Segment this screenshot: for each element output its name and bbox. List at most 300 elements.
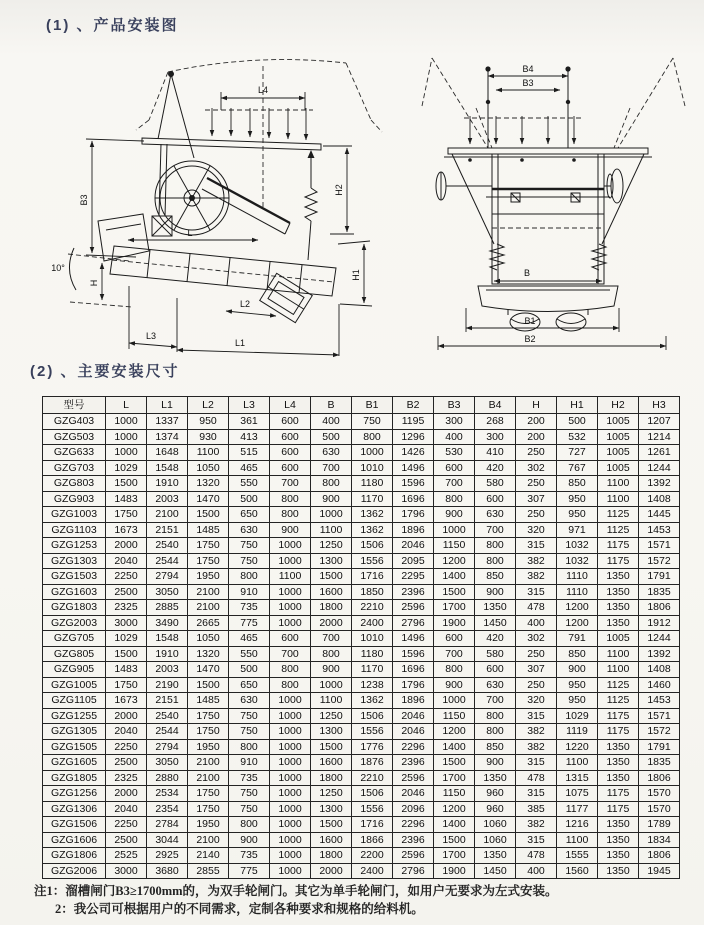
model-cell: GZG503 — [43, 429, 106, 445]
table-row — [43, 817, 680, 833]
dim-label-l4: L4 — [257, 85, 269, 95]
dimension-cell: 735 — [229, 770, 270, 786]
col-header-model: 型号 — [43, 397, 106, 414]
dimension-cell: 1244 — [639, 631, 680, 647]
dimension-cell: 1453 — [639, 522, 680, 538]
dimension-cell: 1350 — [598, 600, 639, 616]
dimension-cell: 950 — [557, 693, 598, 709]
dimension-cell: 1750 — [106, 677, 147, 693]
dimension-cell: 1300 — [311, 801, 352, 817]
dimension-cell: 1791 — [639, 739, 680, 755]
dimension-cell: 530 — [434, 445, 475, 461]
dimension-cell: 1673 — [106, 522, 147, 538]
dimension-cell: 1750 — [188, 724, 229, 740]
col-header-H: H — [516, 397, 557, 414]
dimension-cell: 1506 — [352, 786, 393, 802]
dimension-cell: 800 — [229, 817, 270, 833]
dimension-cell: 1337 — [147, 414, 188, 430]
dimension-cell: 800 — [475, 538, 516, 554]
dimension-cell: 580 — [475, 646, 516, 662]
dimension-cell: 1500 — [188, 677, 229, 693]
dimension-cell: 1110 — [557, 584, 598, 600]
dimension-cell: 1100 — [598, 491, 639, 507]
dimension-cell: 630 — [229, 693, 270, 709]
dimension-cell: 750 — [352, 414, 393, 430]
dimension-cell: 1835 — [639, 584, 680, 600]
dimension-cell: 302 — [516, 631, 557, 647]
dimension-cell: 1600 — [311, 755, 352, 771]
dimension-cell: 1900 — [434, 615, 475, 631]
dimension-cell: 1450 — [475, 863, 516, 879]
dimension-cell: 1500 — [311, 739, 352, 755]
dimension-cell: 800 — [434, 662, 475, 678]
dimension-cell: 900 — [475, 755, 516, 771]
dimension-cell: 1250 — [311, 786, 352, 802]
dimension-cell: 1350 — [475, 600, 516, 616]
dimension-cell: 950 — [557, 507, 598, 523]
table-row — [43, 646, 680, 662]
col-header-L3: L3 — [229, 397, 270, 414]
dimension-cell: 1000 — [270, 848, 311, 864]
dimension-cell: 2210 — [352, 600, 393, 616]
table-row — [43, 662, 680, 678]
front-view-diagram — [420, 56, 688, 361]
model-cell: GZG1806 — [43, 848, 106, 864]
dimension-cell: 800 — [352, 429, 393, 445]
dimension-cell: 1350 — [475, 848, 516, 864]
dimension-cell: 1350 — [598, 739, 639, 755]
dimension-cell: 1000 — [270, 770, 311, 786]
dimension-cell: 500 — [229, 662, 270, 678]
dimension-cell: 800 — [270, 677, 311, 693]
dimension-cell: 630 — [475, 677, 516, 693]
model-cell: GZG403 — [43, 414, 106, 430]
dimension-cell: 700 — [475, 522, 516, 538]
dimension-cell: 2095 — [393, 553, 434, 569]
dimension-cell: 2596 — [393, 600, 434, 616]
dimension-cell: 1000 — [106, 414, 147, 430]
dimension-cell: 2100 — [188, 600, 229, 616]
model-cell: GZG1603 — [43, 584, 106, 600]
footnote-2-label: 2： — [55, 901, 74, 916]
dimension-cell: 250 — [516, 445, 557, 461]
dimension-cell: 2500 — [106, 832, 147, 848]
dimension-cell: 1100 — [557, 755, 598, 771]
table-row — [43, 724, 680, 740]
dimension-cell: 1570 — [639, 801, 680, 817]
table-row — [43, 522, 680, 538]
dimension-cell: 1000 — [270, 615, 311, 631]
table-row — [43, 863, 680, 879]
dimension-cell: 1010 — [352, 631, 393, 647]
dimension-cell: 1500 — [434, 755, 475, 771]
dimension-cell: 2665 — [188, 615, 229, 631]
dimension-cell: 900 — [557, 662, 598, 678]
dimension-cell: 1445 — [639, 507, 680, 523]
dimension-cell: 2400 — [352, 615, 393, 631]
dimension-cell: 900 — [311, 662, 352, 678]
dimension-cell: 1100 — [557, 832, 598, 848]
dimension-cell: 727 — [557, 445, 598, 461]
model-cell: GZG1303 — [43, 553, 106, 569]
dimension-cell: 2794 — [147, 569, 188, 585]
dimension-cell: 1216 — [557, 817, 598, 833]
dimension-cell: 1596 — [393, 646, 434, 662]
dimension-cell: 800 — [475, 708, 516, 724]
dimension-cell: 2000 — [106, 708, 147, 724]
dimension-cell: 382 — [516, 817, 557, 833]
dimension-cell: 1075 — [557, 786, 598, 802]
dimension-cell: 910 — [229, 584, 270, 600]
dim-label-angle: 10° — [51, 263, 65, 273]
dimension-cell: 1470 — [188, 491, 229, 507]
dim-label-h2: H2 — [334, 184, 344, 196]
dimension-cell: 1876 — [352, 755, 393, 771]
dimension-cell: 2151 — [147, 522, 188, 538]
dimension-cell: 2200 — [352, 848, 393, 864]
dimension-cell: 900 — [311, 491, 352, 507]
footnote-1-text: 溜槽闸门B3≥1700mm的，为双手轮闸门。其它为单手轮闸门，如用户无要求为左式安装。 — [65, 884, 558, 898]
dimension-cell: 1010 — [352, 460, 393, 476]
model-cell: GZG1505 — [43, 739, 106, 755]
dimension-cell: 580 — [475, 476, 516, 492]
dimension-cell: 2046 — [393, 538, 434, 554]
col-header-L: L — [106, 397, 147, 414]
dimension-cell: 1005 — [598, 631, 639, 647]
dimension-cell: 850 — [557, 646, 598, 662]
dimension-cell: 1548 — [147, 631, 188, 647]
dimension-cell: 2046 — [393, 708, 434, 724]
dimension-cell: 410 — [475, 445, 516, 461]
dimension-cell: 971 — [557, 522, 598, 538]
dimension-cell: 791 — [557, 631, 598, 647]
dimension-cell: 1000 — [270, 553, 311, 569]
model-cell: GZG633 — [43, 445, 106, 461]
table-row — [43, 414, 680, 430]
dimension-cell: 2596 — [393, 770, 434, 786]
dimension-cell: 1175 — [598, 708, 639, 724]
model-cell: GZG703 — [43, 460, 106, 476]
dimension-cell: 400 — [516, 863, 557, 879]
dimension-cell: 2784 — [147, 817, 188, 833]
dimension-cell: 800 — [434, 491, 475, 507]
dimension-cell: 1400 — [434, 817, 475, 833]
dimension-cell: 1315 — [557, 770, 598, 786]
dimension-cell: 2544 — [147, 724, 188, 740]
dimension-cell: 600 — [270, 631, 311, 647]
dimension-cell: 900 — [270, 522, 311, 538]
dimension-cell: 750 — [229, 538, 270, 554]
dimension-cell: 1362 — [352, 522, 393, 538]
dimension-cell: 2925 — [147, 848, 188, 864]
dimension-cell: 3000 — [106, 615, 147, 631]
dimension-cell: 382 — [516, 724, 557, 740]
dimension-cell: 800 — [475, 553, 516, 569]
dimension-cell: 2100 — [188, 755, 229, 771]
dimension-cell: 2396 — [393, 755, 434, 771]
dimension-cell: 1000 — [106, 429, 147, 445]
dimension-cell: 1500 — [311, 817, 352, 833]
dimension-cell: 550 — [229, 476, 270, 492]
dimension-cell: 2855 — [188, 863, 229, 879]
dim-label-l3: L3 — [145, 331, 157, 341]
dimension-cell: 1175 — [598, 786, 639, 802]
dimension-cell: 2296 — [393, 817, 434, 833]
dimension-cell: 532 — [557, 429, 598, 445]
dimension-cell: 2396 — [393, 832, 434, 848]
front-view-drawing — [420, 56, 688, 361]
dimension-cell: 200 — [516, 429, 557, 445]
dimension-cell: 1000 — [352, 445, 393, 461]
dimension-cell: 800 — [270, 507, 311, 523]
model-cell: GZG1255 — [43, 708, 106, 724]
dimension-cell: 1556 — [352, 553, 393, 569]
table-row — [43, 739, 680, 755]
dimension-cell: 1100 — [311, 693, 352, 709]
dimension-cell: 800 — [229, 739, 270, 755]
dimension-cell: 2100 — [147, 507, 188, 523]
dimension-cell: 1200 — [557, 615, 598, 631]
dimension-cell: 478 — [516, 770, 557, 786]
dimension-cell: 1100 — [598, 476, 639, 492]
dimension-cell: 3050 — [147, 584, 188, 600]
dimension-cell: 1180 — [352, 646, 393, 662]
dimension-cell: 1000 — [434, 522, 475, 538]
footnotes — [34, 883, 674, 918]
dimension-cell: 1500 — [188, 507, 229, 523]
model-cell: GZG1105 — [43, 693, 106, 709]
dimension-cell: 800 — [270, 662, 311, 678]
dimension-cell: 1716 — [352, 817, 393, 833]
dimension-cell: 1032 — [557, 538, 598, 554]
dimension-cell: 600 — [270, 460, 311, 476]
dimension-cell: 2534 — [147, 786, 188, 802]
dimension-cell: 2040 — [106, 724, 147, 740]
dimension-cell: 315 — [516, 708, 557, 724]
dimension-cell: 500 — [557, 414, 598, 430]
dimension-cell: 2000 — [106, 786, 147, 802]
table-row — [43, 615, 680, 631]
dimension-cell: 1834 — [639, 832, 680, 848]
dimension-cell: 1500 — [434, 832, 475, 848]
dimension-cell: 2525 — [106, 848, 147, 864]
dimension-cell: 250 — [516, 646, 557, 662]
dimension-cell: 1320 — [188, 476, 229, 492]
dimension-cell: 1250 — [311, 708, 352, 724]
dimension-cell: 1060 — [475, 817, 516, 833]
footnote-1 — [34, 883, 674, 901]
dimension-cell: 2250 — [106, 739, 147, 755]
dimension-cell: 1392 — [639, 476, 680, 492]
table-row — [43, 693, 680, 709]
dimension-cell: 1571 — [639, 708, 680, 724]
table-row — [43, 429, 680, 445]
dim-label-l1: L1 — [234, 338, 246, 348]
dimension-cell: 750 — [229, 786, 270, 802]
dimension-cell: 3044 — [147, 832, 188, 848]
dimension-cell: 3050 — [147, 755, 188, 771]
dimension-cell: 930 — [188, 429, 229, 445]
dimension-cell: 1350 — [598, 569, 639, 585]
dimension-cell: 1000 — [270, 538, 311, 554]
dimension-cell: 2003 — [147, 491, 188, 507]
dim-label-h1: H1 — [351, 269, 361, 281]
dimension-cell: 400 — [311, 414, 352, 430]
dimension-cell: 750 — [229, 724, 270, 740]
dimension-cell: 2325 — [106, 770, 147, 786]
dimension-cell: 1220 — [557, 739, 598, 755]
dimension-cell: 2885 — [147, 600, 188, 616]
dimension-cell: 950 — [557, 677, 598, 693]
table-row — [43, 786, 680, 802]
dimension-cell: 1175 — [598, 724, 639, 740]
dimension-cell: 1000 — [270, 801, 311, 817]
dimension-cell: 1125 — [598, 507, 639, 523]
dimension-cell: 550 — [229, 646, 270, 662]
dimension-cell: 1556 — [352, 801, 393, 817]
dimension-cell: 1426 — [393, 445, 434, 461]
dimension-cell: 2046 — [393, 724, 434, 740]
col-header-H2: H2 — [598, 397, 639, 414]
dimension-cell: 850 — [475, 569, 516, 585]
dimension-cell: 1600 — [311, 832, 352, 848]
dimension-cell: 465 — [229, 460, 270, 476]
dimension-cell: 515 — [229, 445, 270, 461]
dimension-cell: 2880 — [147, 770, 188, 786]
dimension-cell: 300 — [475, 429, 516, 445]
dimension-cell: 1570 — [639, 786, 680, 802]
dimension-cell: 1200 — [434, 553, 475, 569]
model-cell: GZG1805 — [43, 770, 106, 786]
dim-label-l2: L2 — [239, 299, 251, 309]
footnote-2-text: 我公司可根据用户的不同需求，定制各种要求和规格的给料机。 — [73, 901, 424, 916]
dimension-cell: 1238 — [352, 677, 393, 693]
dim-label-b3: B3 — [79, 194, 89, 206]
model-cell: GZG2003 — [43, 615, 106, 631]
dimension-cell: 1350 — [598, 770, 639, 786]
dimension-cell: 2540 — [147, 708, 188, 724]
dimension-cell: 1029 — [557, 708, 598, 724]
dimension-cell: 800 — [475, 724, 516, 740]
dimension-cell: 800 — [311, 476, 352, 492]
dimension-cell: 1000 — [311, 507, 352, 523]
dimension-cell: 1900 — [434, 863, 475, 879]
dimension-cell: 1806 — [639, 848, 680, 864]
dimension-cell: 700 — [311, 460, 352, 476]
dimension-cell: 1000 — [270, 832, 311, 848]
side-view-diagram — [40, 58, 402, 358]
dimension-cell: 630 — [475, 507, 516, 523]
dim-label-h: H — [89, 279, 99, 287]
dimension-cell: 2000 — [106, 538, 147, 554]
dimension-cell: 2250 — [106, 817, 147, 833]
dimension-cell: 500 — [311, 429, 352, 445]
dimension-cell: 700 — [475, 693, 516, 709]
table-row — [43, 600, 680, 616]
dimension-cell: 1500 — [434, 584, 475, 600]
dimension-cell: 2500 — [106, 584, 147, 600]
dimension-cell: 700 — [434, 646, 475, 662]
dimension-cell: 1408 — [639, 662, 680, 678]
dimension-cell: 1100 — [311, 522, 352, 538]
dimension-cell: 1696 — [393, 491, 434, 507]
dimension-cell: 1910 — [147, 476, 188, 492]
model-cell: GZG1605 — [43, 755, 106, 771]
dimension-cell: 1506 — [352, 708, 393, 724]
dimension-cell: 2140 — [188, 848, 229, 864]
dimension-cell: 1350 — [598, 848, 639, 864]
dimension-cell: 600 — [475, 491, 516, 507]
dimension-cell: 1250 — [311, 538, 352, 554]
dimension-cell: 2296 — [393, 739, 434, 755]
dimension-cell: 1750 — [188, 708, 229, 724]
dimension-cell: 775 — [229, 615, 270, 631]
dimension-cell: 320 — [516, 522, 557, 538]
dimension-cell: 960 — [475, 801, 516, 817]
dimension-cell: 1000 — [270, 786, 311, 802]
dimension-cell: 1119 — [557, 724, 598, 740]
dimension-cell: 750 — [229, 708, 270, 724]
dimension-cell: 910 — [229, 755, 270, 771]
model-cell: GZG905 — [43, 662, 106, 678]
dimension-cell: 1261 — [639, 445, 680, 461]
dimensions-table-body — [43, 414, 680, 879]
table-row — [43, 445, 680, 461]
dimension-cell: 600 — [475, 662, 516, 678]
dimension-cell: 1866 — [352, 832, 393, 848]
dimension-cell: 2000 — [311, 863, 352, 879]
dimension-cell: 1300 — [311, 724, 352, 740]
dimension-cell: 950 — [188, 414, 229, 430]
dimension-cell: 1100 — [598, 646, 639, 662]
dimension-cell: 200 — [516, 414, 557, 430]
dimension-cell: 382 — [516, 739, 557, 755]
dimension-cell: 1950 — [188, 817, 229, 833]
dimension-cell: 1450 — [475, 615, 516, 631]
dimension-cell: 1000 — [434, 693, 475, 709]
dimension-cell: 700 — [311, 631, 352, 647]
dimension-cell: 382 — [516, 553, 557, 569]
dimension-cell: 307 — [516, 662, 557, 678]
dimension-cell: 1596 — [393, 476, 434, 492]
dimension-cell: 1362 — [352, 507, 393, 523]
dimension-cell: 1350 — [598, 584, 639, 600]
dimension-cell: 1496 — [393, 460, 434, 476]
dimension-cell: 400 — [516, 615, 557, 631]
dimension-cell: 1806 — [639, 600, 680, 616]
dimension-cell: 478 — [516, 600, 557, 616]
dimension-cell: 1700 — [434, 770, 475, 786]
dimension-cell: 700 — [434, 476, 475, 492]
dimension-cell: 1791 — [639, 569, 680, 585]
dimension-cell: 1100 — [188, 445, 229, 461]
dimension-cell: 600 — [270, 414, 311, 430]
dimension-cell: 1000 — [270, 724, 311, 740]
dimension-cell: 3000 — [106, 863, 147, 879]
table-row — [43, 584, 680, 600]
dimension-cell: 413 — [229, 429, 270, 445]
dimension-cell: 1150 — [434, 786, 475, 802]
model-cell: GZG1306 — [43, 801, 106, 817]
table-row — [43, 770, 680, 786]
dimension-cell: 1150 — [434, 538, 475, 554]
dimension-cell: 2540 — [147, 538, 188, 554]
dimension-cell: 1000 — [270, 863, 311, 879]
dimension-cell: 775 — [229, 863, 270, 879]
table-row — [43, 848, 680, 864]
dimension-cell: 1005 — [598, 429, 639, 445]
dimension-cell: 1005 — [598, 460, 639, 476]
